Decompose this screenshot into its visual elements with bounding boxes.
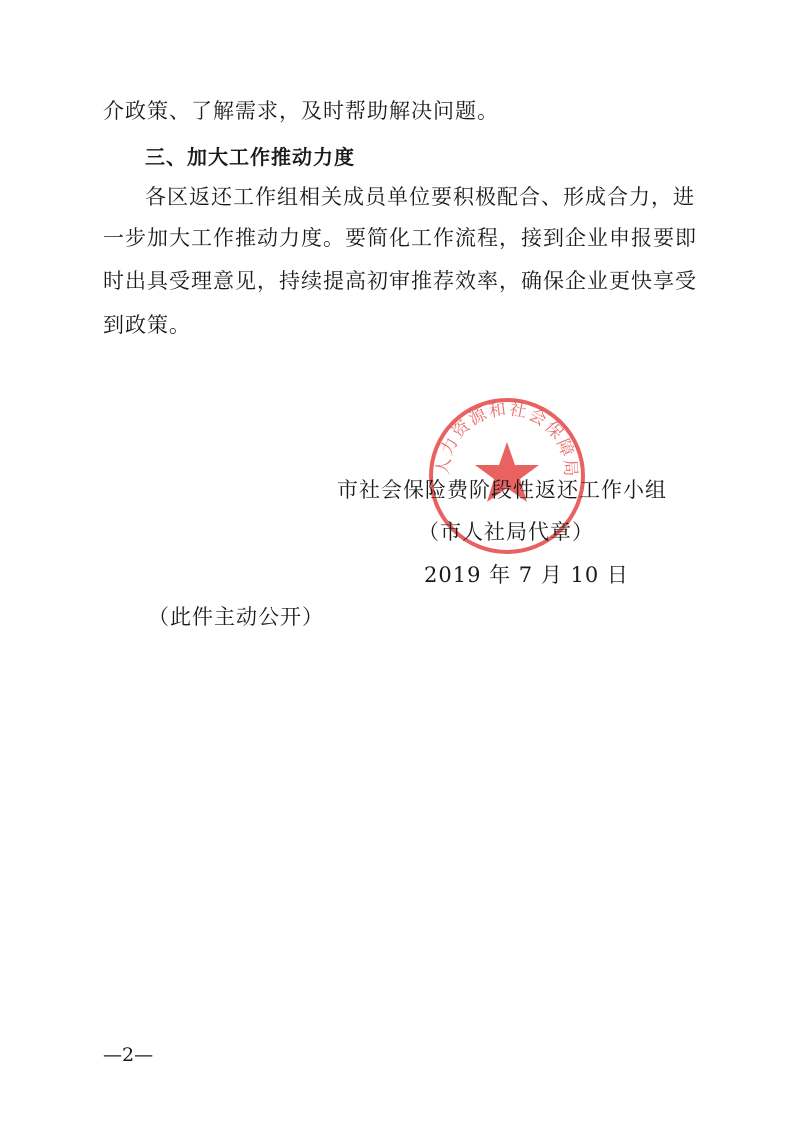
svg-text:人力资源和社会保障局: 人力资源和社会保障局 [433,399,581,479]
paragraph-3-line-1: 各区返还工作组相关成员单位要积极配合、形成合力，进 [145,185,695,209]
signature-organization: 市社会保险费阶段性返还工作小组 [337,478,667,502]
page-number: —2— [103,1044,154,1066]
signature-date: 2019 年 7 月 10 日 [424,563,629,587]
paragraph-3-line-3: 时出具受理意见，持续提高初审推荐效率，确保企业更快享受 [103,269,697,293]
paragraph-3-line-2: 一步加大工作推动力度。要简化工作流程，接到企业申报要即 [103,226,697,250]
signature-seal-note: （市人社局代章） [418,520,594,544]
disclosure-note: （此件主动公开） [148,605,324,629]
body-line-1: 介政策、了解需求，及时帮助解决问题。 [103,99,499,123]
section-heading-3: 三、加大工作推动力度 [145,145,355,169]
paragraph-3-line-4: 到政策。 [103,313,191,337]
